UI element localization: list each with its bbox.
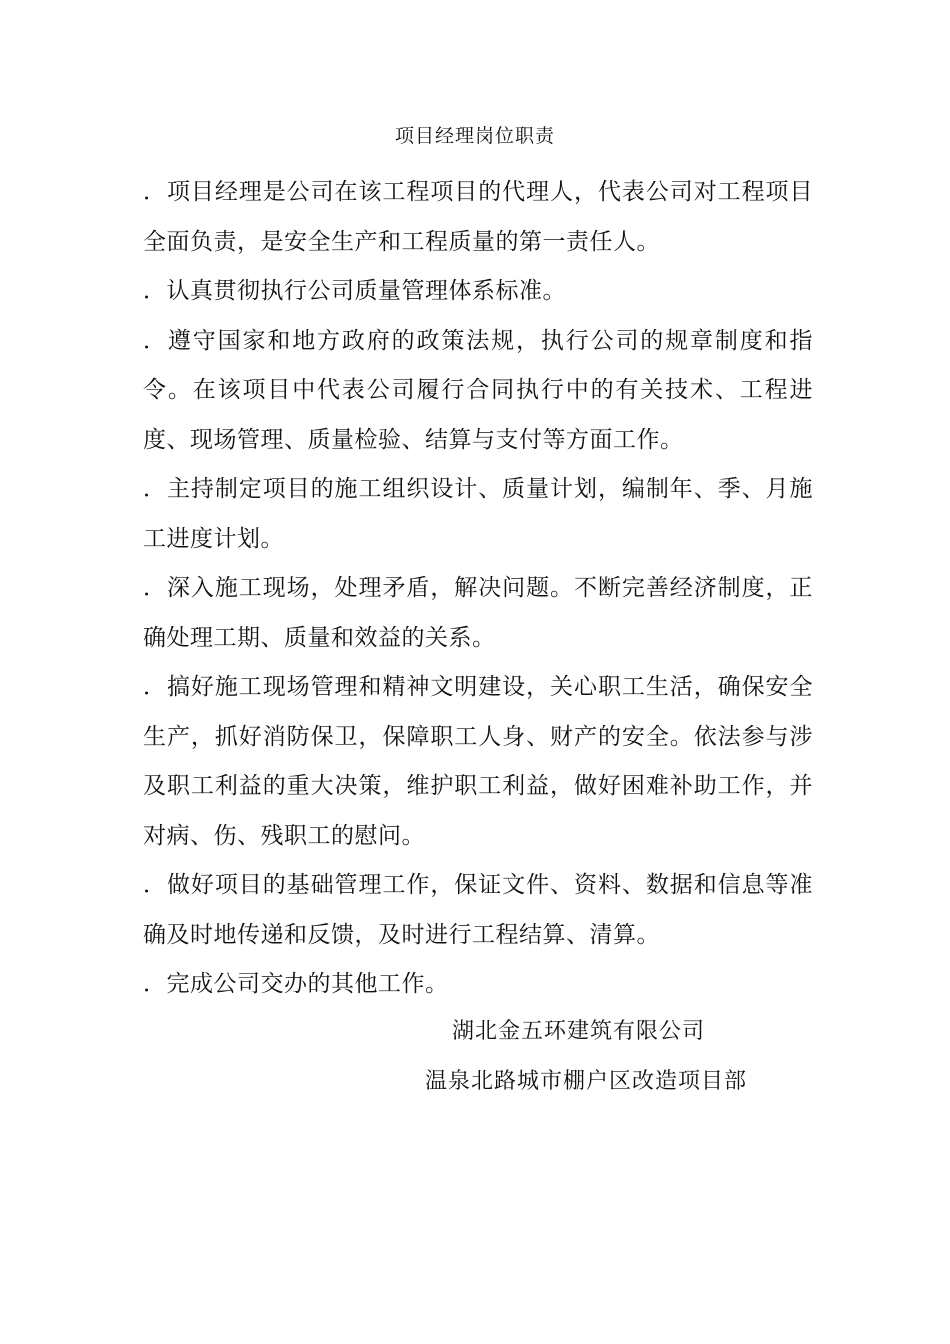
duty-paragraph-5: ．深入施工现场，处理矛盾，解决问题。不断完善经济制度，正确处理工期、质量和效益的关系。	[143, 575, 813, 651]
duty-paragraph-8: ．完成公司交办的其他工作。	[143, 971, 449, 997]
document-title: 项目经理岗位职责	[394, 125, 555, 147]
duty-paragraph-4: ．主持制定项目的施工组织设计、质量计划，编制年、季、月施工进度计划。	[143, 476, 813, 552]
signature-company: 湖北金五环建筑有限公司	[452, 1019, 706, 1044]
duty-paragraph-1: ．项目经理是公司在该工程项目的代理人，代表公司对工程项目全面负责，是安全生产和工程质量的第一责任人。	[143, 179, 813, 255]
duty-paragraph-3: ．遵守国家和地方政府的政策法规，执行公司的规章制度和指令。在该项目中代表公司履行合同执行中的有关技术、工程进度、现场管理、质量检验、结算与支付等方面工作。	[143, 327, 813, 453]
duty-paragraph-2: ．认真贯彻执行公司质量管理体系标准。	[143, 278, 566, 304]
duty-paragraph-6: ．搞好施工现场管理和精神文明建设，关心职工生活，确保安全生产，抓好消防保卫，保障职工人身、财产的安全。依法参与涉及职工利益的重大决策，维护职工利益，做好困难补助工作，并对病、伤、残职工的慰问。	[143, 674, 813, 849]
duty-paragraph-7: ．做好项目的基础管理工作，保证文件、资料、数据和信息等准确及时地传递和反馈，及时进行工程结算、清算。	[143, 872, 813, 948]
duties-list	[143, 168, 813, 1010]
signature-department: 温泉北路城市棚户区改造项目部	[425, 1069, 748, 1094]
